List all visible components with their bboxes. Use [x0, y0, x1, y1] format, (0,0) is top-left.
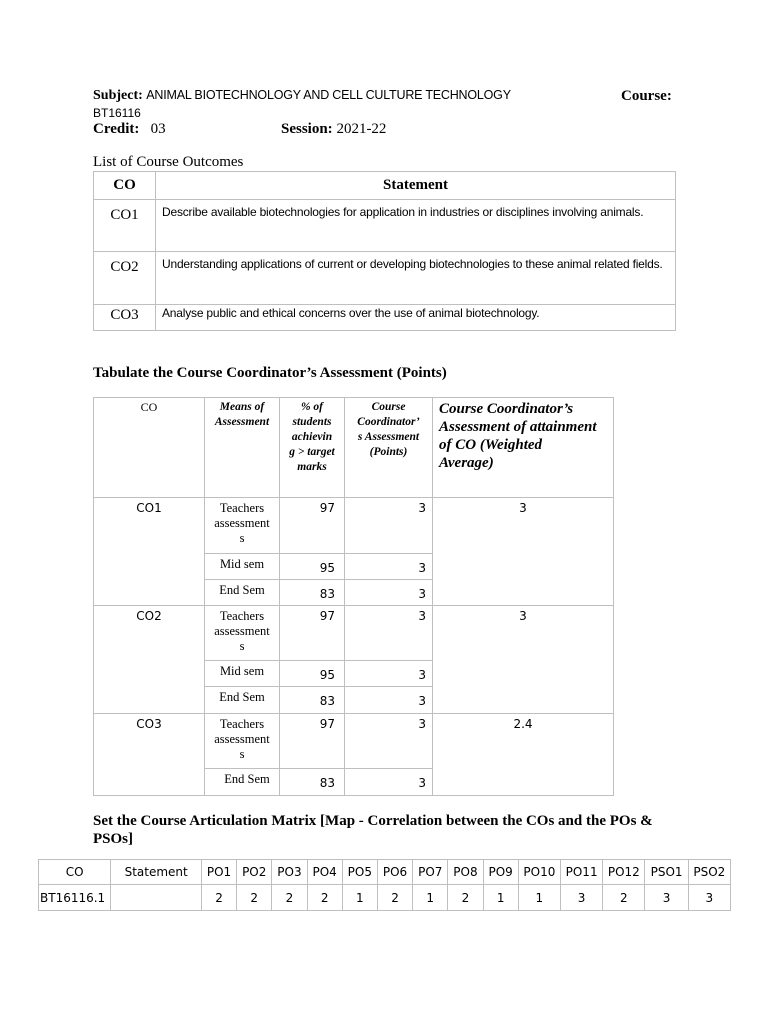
assessment-header-row: [94, 398, 614, 498]
matrix-header: PO9: [483, 860, 518, 885]
assessment-table: [93, 397, 614, 796]
assessment-points: 3: [345, 714, 433, 769]
assessment-points: 3: [345, 687, 433, 714]
assessment-attainment: 2.4: [433, 714, 614, 796]
assessment-percent: 95: [280, 554, 345, 580]
matrix-header: PO12: [603, 860, 645, 885]
assessment-row: [94, 498, 614, 554]
assessment-co: CO1: [94, 498, 205, 606]
assessment-col-percent: % of students achievin g > target marks: [280, 398, 345, 498]
assessment-percent: 83: [280, 687, 345, 714]
outcome-statement: Analyse public and ethical concerns over the use of animal biotechnology.: [156, 305, 676, 331]
outcomes-header-row: [94, 172, 676, 200]
assessment-col-co: CO: [94, 398, 205, 498]
assessment-means: Teachers assessment s: [205, 714, 280, 769]
outcome-co: CO3: [94, 305, 156, 331]
matrix-cell: [111, 885, 202, 911]
matrix-cell: 3: [645, 885, 688, 911]
assessment-means: Teachers assessment s: [205, 606, 280, 661]
assessment-title: Tabulate the Course Coordinator’s Assessment (Points): [93, 365, 447, 381]
matrix-header: PO10: [518, 860, 560, 885]
matrix-cell: 2: [448, 885, 483, 911]
matrix-cell: 2: [603, 885, 645, 911]
assessment-means: End Sem: [205, 769, 280, 796]
assessment-col-attainment: Course Coordinator’s Assessment of attainment of CO (Weighted Average): [433, 398, 614, 498]
outcome-row: [94, 305, 676, 331]
assessment-percent: 97: [280, 606, 345, 661]
outcome-statement: Describe available biotechnologies for application in industries or disciplines involving animals.: [156, 200, 676, 252]
matrix-header: PO5: [342, 860, 377, 885]
assessment-means: Mid sem: [205, 554, 280, 580]
assessment-co: CO3: [94, 714, 205, 796]
outcomes-col-co: CO: [94, 172, 156, 200]
assessment-attainment: 3: [433, 498, 614, 606]
session-line: [281, 121, 386, 138]
assessment-points: 3: [345, 661, 433, 687]
assessment-means: End Sem: [205, 580, 280, 606]
assessment-col-means: Means of Assessment: [205, 398, 280, 498]
subject-line: [93, 88, 511, 104]
matrix-header: Statement: [111, 860, 202, 885]
matrix-header: PO3: [272, 860, 307, 885]
session-label: Session:: [281, 121, 333, 137]
matrix-header: PO6: [377, 860, 412, 885]
matrix-header: PO2: [237, 860, 272, 885]
matrix-header-row: [39, 860, 731, 885]
matrix-header: CO: [39, 860, 111, 885]
subject-label: Subject:: [93, 88, 143, 103]
assessment-percent: 95: [280, 661, 345, 687]
assessment-co: CO2: [94, 606, 205, 714]
course-code: BT16116: [93, 106, 141, 120]
matrix-header: PSO1: [645, 860, 688, 885]
outcomes-col-statement: Statement: [156, 172, 676, 200]
assessment-means: Teachers assessment s: [205, 498, 280, 554]
credit-value: 03: [150, 121, 166, 137]
credit-label: Credit:: [93, 121, 140, 137]
matrix-cell: 1: [413, 885, 448, 911]
course-label: Course:: [621, 88, 672, 104]
outcomes-title: List of Course Outcomes: [93, 154, 244, 170]
outcome-co: CO2: [94, 252, 156, 305]
matrix-header: PO7: [413, 860, 448, 885]
matrix-header: PO11: [560, 860, 602, 885]
assessment-percent: 97: [280, 498, 345, 554]
subject-value: ANIMAL BIOTECHNOLOGY AND CELL CULTURE TECHNOLOGY: [146, 88, 511, 102]
assessment-attainment: 3: [433, 606, 614, 714]
matrix-cell: 2: [201, 885, 236, 911]
assessment-points: 3: [345, 606, 433, 661]
outcome-row: [94, 252, 676, 305]
assessment-points: 3: [345, 498, 433, 554]
credit-line: [93, 121, 166, 138]
assessment-means: End Sem: [205, 687, 280, 714]
matrix-header: PO1: [201, 860, 236, 885]
assessment-percent: 83: [280, 580, 345, 606]
matrix-header: PO8: [448, 860, 483, 885]
articulation-matrix: [38, 859, 731, 911]
matrix-cell: 1: [342, 885, 377, 911]
matrix-header: PSO2: [688, 860, 730, 885]
assessment-percent: 83: [280, 769, 345, 796]
matrix-row: [39, 885, 731, 911]
assessment-points: 3: [345, 554, 433, 580]
assessment-points: 3: [345, 580, 433, 606]
matrix-header: PO4: [307, 860, 342, 885]
outcome-statement: Understanding applications of current or developing biotechnologies to these animal related fields.: [156, 252, 676, 305]
assessment-points: 3: [345, 769, 433, 796]
matrix-cell: 2: [307, 885, 342, 911]
matrix-cell: BT16116.1: [39, 885, 111, 911]
outcome-co: CO1: [94, 200, 156, 252]
matrix-cell: 1: [483, 885, 518, 911]
outcome-row: [94, 200, 676, 252]
matrix-cell: 3: [688, 885, 730, 911]
assessment-means: Mid sem: [205, 661, 280, 687]
assessment-col-points: Course Coordinator’ s Assessment (Points): [345, 398, 433, 498]
matrix-cell: 2: [377, 885, 412, 911]
assessment-row: [94, 606, 614, 661]
matrix-cell: 2: [237, 885, 272, 911]
matrix-cell: 3: [560, 885, 602, 911]
assessment-row: [94, 714, 614, 769]
matrix-cell: 1: [518, 885, 560, 911]
session-value: 2021-22: [336, 121, 387, 137]
outcomes-table: [93, 171, 676, 331]
matrix-title: Set the Course Articulation Matrix [Map - Correlation between the COs and the POs & PSOs]: [93, 813, 653, 847]
assessment-percent: 97: [280, 714, 345, 769]
matrix-cell: 2: [272, 885, 307, 911]
